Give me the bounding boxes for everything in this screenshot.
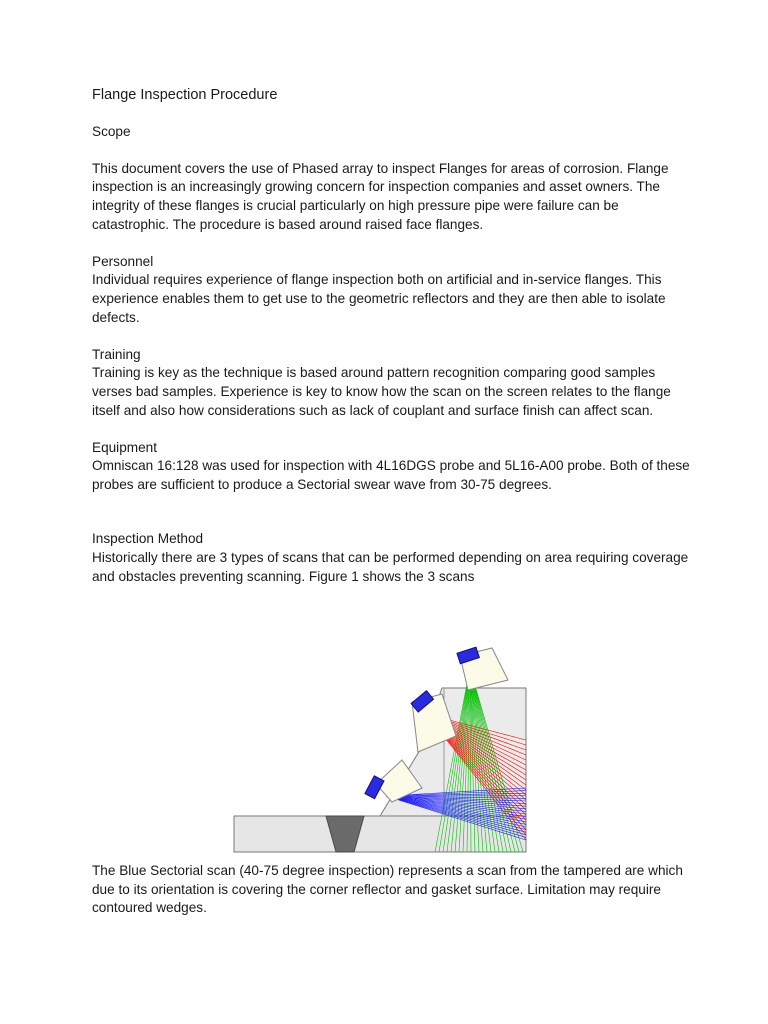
section-heading-personnel: Personnel: [92, 253, 154, 269]
section-heading-inspection-method: Inspection Method: [92, 531, 204, 547]
flange-scan-figure: [230, 640, 530, 858]
section-paragraph-personnel: Individual requires experience of flange inspection both on artificial and in-service flanges. This experience enables them to get use to the geometric reflectors and they are then able to isolate defects.: [92, 272, 666, 325]
document-body: [92, 86, 692, 586]
section-heading-training: Training: [92, 346, 141, 362]
section-heading-scope: Scope: [92, 123, 131, 139]
figure-caption: The Blue Sectorial scan (40-75 degree inspection) represents a scan from the tampered are which due to its orientation is covering the corner reflector and gasket surface. Limitation may require contoured wedges.: [92, 863, 683, 916]
document-title: Flange Inspection Procedure: [92, 87, 278, 103]
section-heading-equipment: Equipment: [92, 439, 157, 455]
section-paragraph-inspection-method: Historically there are 3 types of scans that can be performed depending on area requiring coverage and obstacles preventing scanning. Figure 1 shows the 3 scans: [92, 550, 689, 584]
flange-scan-diagram: [230, 640, 530, 858]
section-paragraph-training: Training is key as the technique is based around pattern recognition comparing good samples verses bad samples. Experience is key to know how the scan on the screen relates to the flange itself and also how considerations such as lack of couplant and surface finish can affect scan.: [92, 365, 671, 418]
section-paragraph-equipment: Omniscan 16:128 was used for inspection with 4L16DGS probe and 5L16-A00 probe. Both of these probes are sufficient to produce a Sectorial swear wave from 30-75 degrees.: [92, 458, 690, 492]
pipe-wall: [234, 816, 526, 852]
bottom-probe: [365, 776, 384, 799]
section-paragraph-scope: This document covers the use of Phased array to inspect Flanges for areas of corrosion. Flange inspection is an increasingly growing concern for inspection companies and asset owners. The integrity of these flanges is crucial particularly on high pressure pipe were failure can be catastrophic. The procedure is based around raised face flanges.: [92, 160, 669, 232]
